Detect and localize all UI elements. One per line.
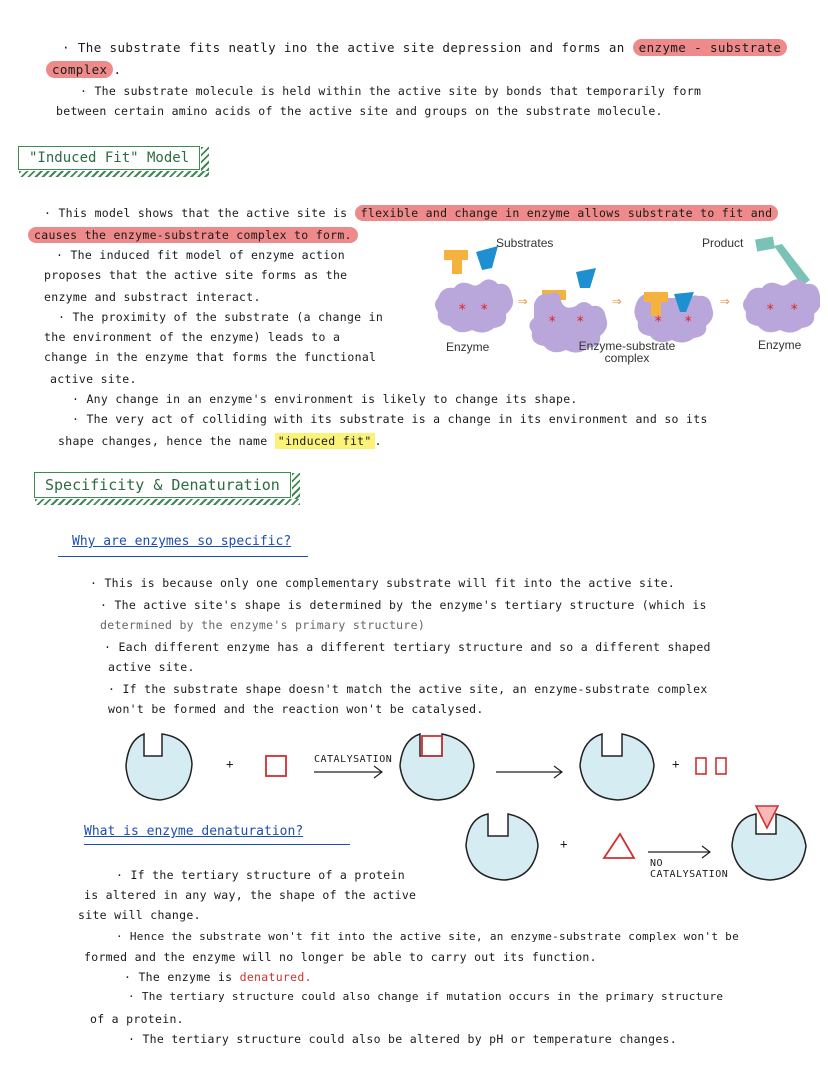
induced-fit-line-8: change in the enzyme that forms the functional: [44, 350, 377, 364]
denat-line-6: [124, 970, 312, 984]
enzyme-complex-shape: [400, 734, 474, 800]
induced-fit-line-6: · The proximity of the substrate (a change in: [58, 310, 384, 324]
label-product: Product: [702, 236, 744, 250]
spec-line-5: active site.: [108, 660, 195, 674]
svg-text:⇒: ⇒: [612, 291, 622, 310]
enzyme-free-shape: [580, 734, 654, 800]
product-piece-icon: [716, 758, 726, 774]
question-underline: [58, 556, 308, 557]
text: · This model shows that the active site is: [44, 206, 348, 220]
label-enzyme-substrate-complex: Enzyme-substrate complex: [578, 339, 676, 365]
triangle-substrate-icon: [604, 834, 634, 858]
specificity-diagram: [120, 728, 740, 808]
highlight-enzyme-substrate: enzyme - substrate: [633, 39, 788, 56]
denat-line-8: of a protein.: [90, 1012, 184, 1026]
plus-sign: +: [226, 756, 234, 771]
induced-fit-line-7: the environment of the enzyme) leads to a: [44, 330, 341, 344]
svg-text:*: *: [654, 314, 663, 330]
period: .: [374, 434, 382, 448]
label-enzyme-left: Enzyme: [446, 340, 490, 354]
svg-text:*: *: [790, 302, 799, 318]
enzyme-shape-denature: [466, 814, 538, 880]
spec-line-3: determined by the enzyme's primary structure): [100, 618, 426, 632]
no-catalysation-label: NO CATALYSATION: [650, 858, 729, 880]
intro-line-4: between certain amino acids of the active site and groups on the substrate molecule.: [56, 104, 663, 118]
denat-line-9: · The tertiary structure could also be altered by pH or temperature changes.: [128, 1032, 677, 1046]
enzyme-left-shape: [435, 279, 513, 332]
induced-fit-line-4: proposes that the active site forms as the: [44, 268, 348, 282]
induced-fit-line-3: · The induced fit model of enzyme action: [56, 248, 345, 262]
spec-line-2: · The active site's shape is determined by the enzyme's tertiary structure (which is: [100, 598, 707, 612]
svg-text:*: *: [684, 314, 693, 330]
denat-line-5: formed and the enzyme will no longer be able to carry out its function.: [84, 950, 597, 964]
svg-text:*: *: [576, 314, 585, 330]
label-substrates: Substrates: [496, 236, 554, 250]
svg-text:*: *: [458, 302, 467, 318]
svg-text:⇒: ⇒: [720, 291, 730, 310]
denat-line-7: · The tertiary structure could also change if mutation occurs in the primary structure: [128, 990, 724, 1003]
spec-line-6: · If the substrate shape doesn't match the active site, an enzyme-substrate complex: [108, 682, 708, 696]
denat-line-4: · Hence the substrate won't fit into the active site, an enzyme-substrate complex won't be: [116, 930, 740, 943]
denatured-word: denatured.: [239, 970, 312, 984]
enzyme-right-shape: [743, 279, 820, 332]
catalysation-label: CATALYSATION: [314, 754, 393, 765]
highlight-induced-fit: "induced fit": [275, 433, 375, 449]
product-icon: [755, 237, 810, 286]
spec-line-7: won't be formed and the reaction won't be catalysed.: [108, 702, 484, 716]
intro-line-3: · The substrate molecule is held within the active site by bonds that temporarily form: [80, 84, 702, 98]
induced-fit-line-9: active site.: [50, 372, 137, 386]
highlight-causes: causes the enzyme-substrate complex to form.: [28, 227, 358, 243]
question-why-specific: Why are enzymes so specific?: [72, 534, 292, 549]
product-piece-icon: [696, 758, 706, 774]
spec-line-4: · Each different enzyme has a different tertiary structure and so a different shaped: [104, 640, 711, 654]
intro-period: .: [113, 62, 122, 77]
enzyme-empty-shape: [126, 734, 192, 800]
text: shape changes, hence the name: [58, 434, 268, 448]
induced-fit-line-12: [58, 434, 382, 448]
highlight-complex: complex: [46, 61, 113, 78]
substrates-icon: [444, 246, 498, 274]
svg-text:⇒: ⇒: [518, 291, 528, 310]
question-underline: [84, 844, 350, 845]
svg-text:*: *: [548, 314, 557, 330]
induced-fit-heading: "Induced Fit" Model: [18, 146, 200, 170]
spec-line-1: · This is because only one complementary substrate will fit into the active site.: [90, 576, 676, 590]
denat-line-3: site will change.: [78, 908, 201, 922]
induced-fit-line-10: · Any change in an enzyme's environment is likely to change its shape.: [72, 392, 578, 406]
enzyme-no-fit-shape: [732, 806, 806, 880]
denaturation-diagram: [456, 800, 816, 890]
induced-fit-line-1: [44, 206, 778, 220]
specificity-heading: Specificity & Denaturation: [34, 472, 291, 498]
plus-sign-2: +: [672, 756, 680, 771]
denat-line-2: is altered in any way, the shape of the active: [84, 888, 417, 902]
plus-sign-3: +: [560, 836, 568, 851]
induced-fit-line-2: [28, 228, 358, 242]
intro-text: · The substrate fits neatly ino the active site depression and forms an: [62, 40, 625, 55]
induced-fit-line-11: · The very act of colliding with its substrate is a change in its environment and so its: [72, 412, 708, 426]
denat-line-1: · If the tertiary structure of a protein: [116, 868, 405, 882]
highlight-flexible: flexible and change in enzyme allows substrate to fit and: [355, 205, 779, 221]
question-denaturation: What is enzyme denaturation?: [84, 824, 304, 839]
enzyme-substrate-complex-shape: [634, 292, 713, 343]
square-substrate-icon: [266, 756, 286, 776]
intro-line-2: [46, 62, 121, 77]
text: · The enzyme is: [124, 970, 233, 984]
label-enzyme-right: Enzyme: [758, 338, 802, 352]
induced-fit-line-5: enzyme and substract interact.: [44, 290, 261, 304]
svg-text:*: *: [766, 302, 775, 318]
intro-line-1: [62, 40, 787, 55]
svg-text:*: *: [480, 302, 489, 318]
